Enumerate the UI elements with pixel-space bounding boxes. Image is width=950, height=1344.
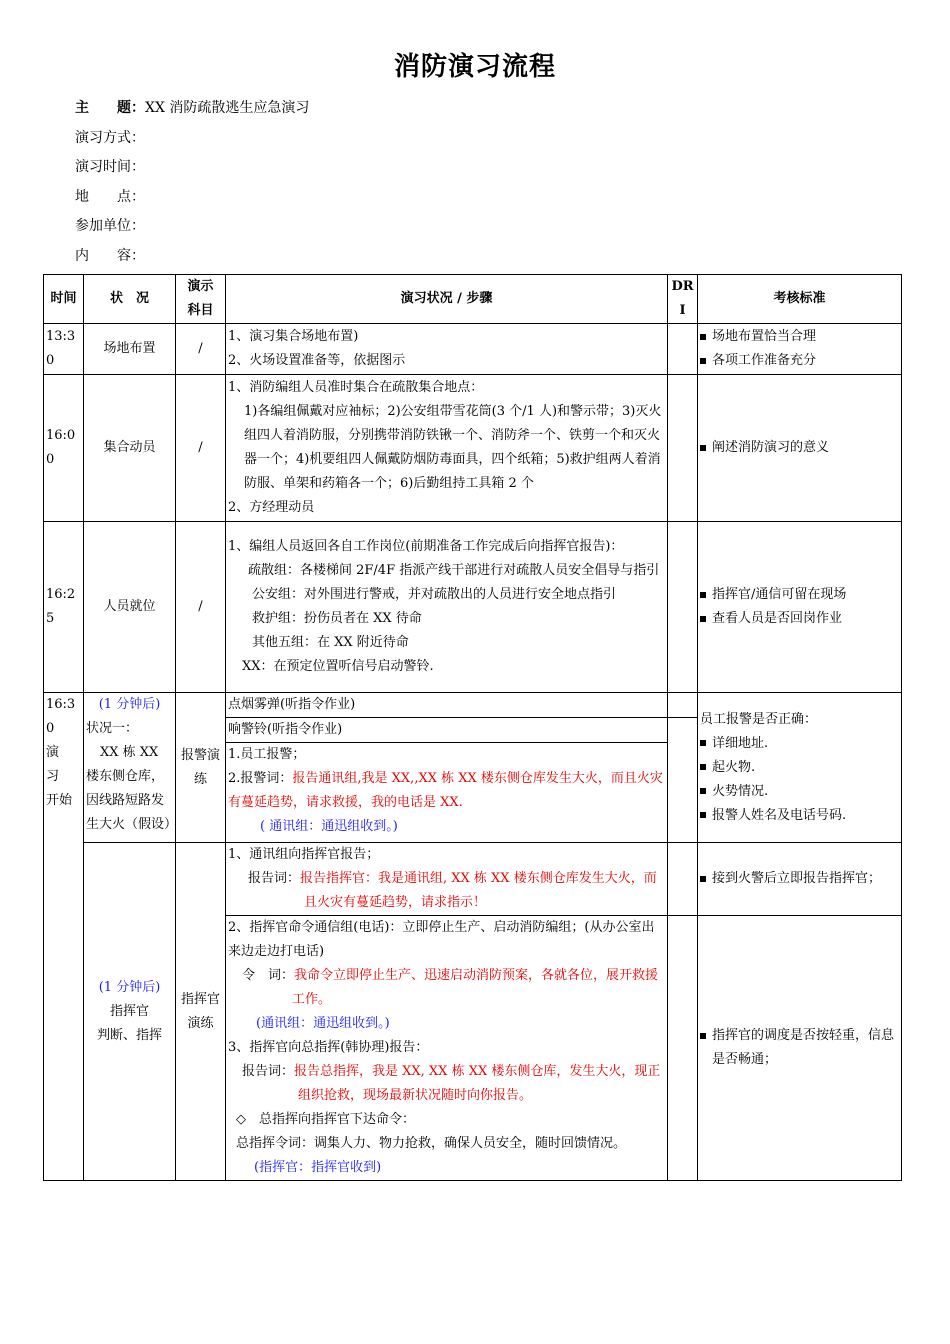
row4-status	[84, 693, 176, 843]
row4-sub-3-l3: ( 通讯组：通迅组收到。)	[260, 819, 398, 834]
row4-subject: 报警演练	[176, 693, 226, 843]
row2-steps	[226, 375, 668, 522]
row5b-dri	[668, 916, 698, 1181]
list-item	[700, 436, 899, 460]
row4-time	[44, 693, 84, 1181]
list-item	[700, 1024, 899, 1072]
row4-time-l2: 演 习	[46, 745, 73, 784]
header-status: 状 况	[84, 275, 176, 324]
row2-criteria	[698, 375, 902, 522]
meta-time: 演习时间：	[75, 159, 145, 175]
row4-sub-2: 响警铃(听指令作业)	[226, 717, 667, 742]
list-item	[700, 607, 899, 631]
row4-criteria-3: 火势情况.	[712, 783, 769, 799]
row4-sub-3-l1: 1.员工报警；	[228, 747, 306, 762]
row3-time: 16:25	[44, 522, 84, 693]
bullet-icon	[700, 740, 706, 746]
row4-criteria	[698, 693, 902, 843]
table-row	[44, 693, 902, 843]
meta-subject-value: XX 消防疏散逃生应急演习	[145, 100, 310, 116]
row2-time: 16:00	[44, 375, 84, 522]
row4-sub-3-l2	[228, 767, 665, 815]
row2-step-3: 2、方经理动员	[228, 500, 315, 515]
row5b-l1: 2、指挥官命令通信组(电话)：立即停止生产、启动消防编组；(从办公室出来边走边打电话)	[228, 920, 655, 959]
row5a-red: 报告指挥官：我是通讯组, XX 栋 XX 楼东侧仓库发生大火，而且火灾有蔓延趋势，请求指示！	[300, 871, 657, 910]
row1-steps	[226, 324, 668, 375]
bullet-icon	[700, 592, 706, 598]
header-dri-l2: I	[679, 303, 686, 318]
row4-sub-3-pre: 2.报警词：	[228, 771, 293, 786]
row3-status: 人员就位	[84, 522, 176, 693]
header-subject-l1: 演示	[187, 279, 214, 294]
table-row	[44, 324, 902, 375]
row4-time-l3: 开始	[46, 793, 73, 808]
bullet-icon	[700, 788, 706, 794]
row1-subject: /	[176, 324, 226, 375]
list-item	[700, 867, 899, 891]
row3-step-1: 1、编组人员返回各自工作岗位(前期准备工作完成后向指挥官报告)：	[228, 539, 624, 554]
header-subject	[176, 275, 226, 324]
row5a-l2	[228, 867, 665, 915]
bullet-icon	[700, 876, 706, 882]
row4-status-l2: XX 栋 XX 楼东侧仓库，因线路短路发生大火（假设）	[86, 745, 178, 832]
row3-step-2: 疏散组：各楼梯间 2F/4F 指派产线干部进行对疏散人员安全倡导与指引	[248, 563, 660, 578]
row5-status-l1: 指挥官	[109, 1003, 149, 1019]
table-row	[44, 843, 902, 916]
row5b-l5-red: 报告总指挥，我是 XX, XX 栋 XX 楼东侧仓库，发生大火，现正组织抢救，现场最新状况随时向你报告。	[294, 1064, 661, 1103]
list-item	[700, 756, 899, 780]
meta-place: 地 点：	[75, 189, 145, 205]
row4-criteria-4: 报警人姓名及电话号码.	[712, 807, 847, 823]
row5a-criteria	[698, 843, 902, 916]
row3-step-4: 救护组：扮伤员者在 XX 待命	[252, 611, 422, 626]
row3-criteria-2: 查看人员是否回岗作业	[712, 611, 843, 626]
row5b-l2-red: 我命令立即停止生产、迅速启动消防预案，各就各位，展开救援工作。	[292, 968, 659, 1007]
header-steps: 演习状况 / 步骤	[226, 275, 668, 324]
row3-step-6: XX：在预定位置听信号启动警铃.	[242, 659, 434, 674]
row5b-l2	[228, 964, 665, 1012]
row4-dri-1	[668, 693, 697, 717]
row1-criteria	[698, 324, 902, 375]
row5b-l5	[228, 1060, 665, 1108]
meta-unit: 参加单位：	[75, 218, 145, 234]
list-item	[700, 583, 899, 607]
row3-dri	[668, 522, 698, 693]
row3-subject: /	[176, 522, 226, 693]
bullet-icon	[700, 764, 706, 770]
row5b-criteria	[698, 916, 902, 1181]
row5b-l4: 3、指挥官向总指挥(韩协理)报告：	[228, 1040, 429, 1055]
row1-dri	[668, 324, 698, 375]
row4-status-note: (1 分钟后)	[98, 697, 161, 712]
row5a-pre: 报告词：	[248, 871, 301, 886]
row4-status-l1: 状况一：	[86, 721, 139, 736]
row4-criteria-title: 员工报警是否正确：	[700, 711, 818, 727]
meta-subject-key: 主 题：	[75, 100, 145, 116]
row4-dri	[668, 693, 698, 843]
header-criteria: 考核标准	[698, 275, 902, 324]
row3-criteria-1: 指挥官/通信可留在现场	[712, 587, 847, 602]
table-row	[44, 522, 902, 693]
row2-dri	[668, 375, 698, 522]
bullet-icon	[700, 358, 706, 364]
row1-status: 场地布置	[84, 324, 176, 375]
row2-criteria-1: 阐述消防演习的意义	[712, 440, 830, 455]
bullet-icon	[700, 812, 706, 818]
meta-content: 内 容：	[75, 248, 145, 264]
meta-method: 演习方式：	[75, 130, 145, 146]
row1-criteria-2: 各项工作准备充分	[712, 353, 817, 368]
row4-criteria-1: 详细地址.	[712, 735, 769, 751]
row1-step-1: 1、演习集合场地布置)	[228, 329, 359, 344]
row1-step-2: 2、火场设置准备等，依据图示	[228, 353, 406, 368]
row5b-steps	[226, 916, 668, 1181]
row1-criteria-1: 场地布置恰当合理	[712, 329, 817, 344]
row2-status: 集合动员	[84, 375, 176, 522]
row5-status	[84, 843, 176, 1181]
row3-step-3: 公安组：对外围进行警戒，并对疏散出的人员进行安全地点指引	[252, 587, 617, 602]
page-title: 消防演习流程	[393, 52, 556, 82]
row5a-l1: 1、通讯组向指挥官报告；	[228, 847, 380, 862]
row2-subject: /	[176, 375, 226, 522]
row3-steps	[226, 522, 668, 693]
row5b-l5-pre: 报告词：	[242, 1064, 295, 1079]
list-item	[700, 349, 899, 373]
row5a-criteria-1: 接到火警后立即报告指挥官；	[712, 871, 882, 886]
row3-step-5: 其他五组：在 XX 附近待命	[252, 635, 409, 650]
row4-steps	[226, 693, 668, 843]
row4-sub-3-red: 报告通讯组,我是 XX,,XX 栋 XX 楼东侧仓库发生大火，而且火灾有蔓延趋势，请求救援，我的电话是 XX.	[228, 771, 663, 810]
header-dri-l1: DR	[671, 279, 694, 294]
bullet-icon	[700, 445, 706, 451]
row5b-l6: ◇ 总指挥向指挥官下达命令：	[236, 1112, 415, 1127]
row5b-l7: 总指挥令词：调集人力、物力抢救，确保人员安全，随时回馈情况。	[236, 1136, 627, 1151]
row4-dri-2	[668, 717, 697, 742]
header-row	[44, 275, 902, 324]
row4-criteria-2: 起火物.	[712, 759, 756, 775]
row5b-criteria-1: 指挥官的调度是否按轻重，信息是否畅通；	[712, 1028, 895, 1067]
row5b-l3: (通讯组：通迅组收到。)	[256, 1016, 390, 1031]
row4-time-l1: 16:30	[46, 697, 76, 736]
meta-subject	[75, 98, 309, 118]
table-row	[44, 375, 902, 522]
row5b-l2-pre: 令 词：	[242, 968, 295, 983]
list-item	[700, 325, 899, 349]
row4-sub-3	[226, 742, 667, 839]
row4-sub-1: 点烟雾弹(听指令作业)	[228, 697, 356, 712]
header-dri	[668, 275, 698, 324]
bullet-icon	[700, 616, 706, 622]
bullet-icon	[700, 1033, 706, 1039]
row5a-dri	[668, 843, 698, 916]
row5a-steps	[226, 843, 668, 916]
list-item	[700, 732, 899, 756]
row5-subject: 指挥官演练	[176, 843, 226, 1181]
row5b-l8: (指挥官：指挥官收到)	[254, 1160, 382, 1175]
list-item	[700, 804, 899, 828]
row2-step-2: 1)各编组佩戴对应袖标；2)公安组带雪花筒(3 个/1 人)和警示带；3)灭火组四人着消防服，分别携带消防铁锹一个、消防斧一个、铁剪一个和灭火器一个；4)机要组四人佩戴防烟防毒面具，四个纸箱；5)救护组两人着消防服、单架和药箱各一个；6)后勤组持工具箱 2 个	[244, 404, 662, 491]
row2-step-1: 1、消防编组人员准时集合在疏散集合地点：	[228, 380, 484, 395]
row1-time: 13:30	[44, 324, 84, 375]
row5-status-l2: 判断、指挥	[96, 1027, 162, 1043]
row3-criteria	[698, 522, 902, 693]
header-time: 时间	[44, 275, 84, 324]
list-item	[700, 780, 899, 804]
row5-status-note: (1 分钟后)	[98, 979, 161, 995]
header-subject-l2: 科目	[187, 303, 214, 318]
drill-table	[43, 274, 902, 1181]
bullet-icon	[700, 334, 706, 340]
